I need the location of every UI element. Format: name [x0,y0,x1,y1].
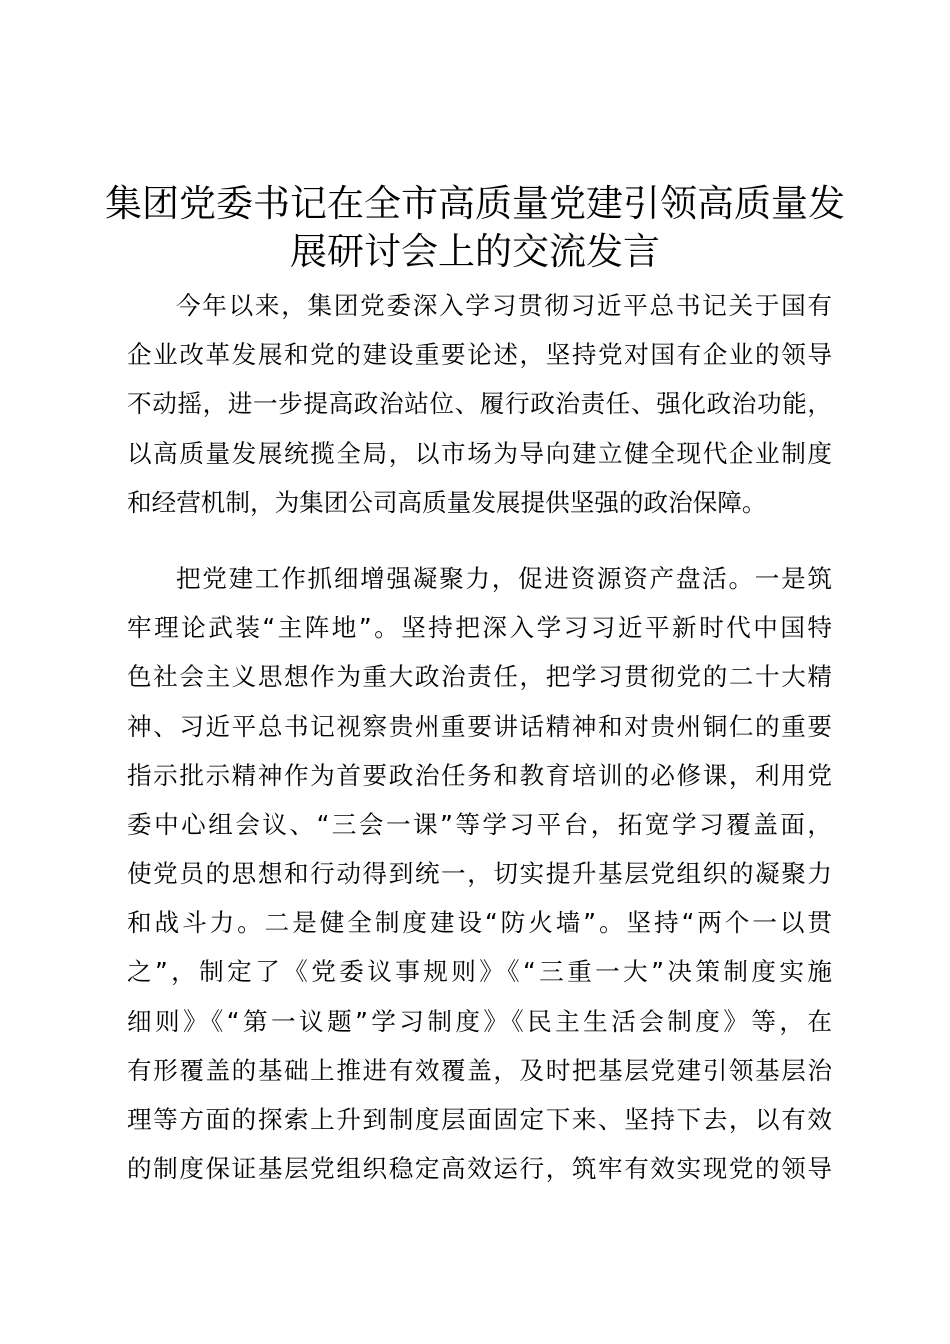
paragraph-line: 企业改革发展和党的建设重要论述，坚持党对国有企业的领导 [127,340,832,370]
paragraph-line: 和经营机制，为集团公司高质量发展提供坚强的政治保障。 [127,487,767,517]
paragraph-line: 牢理论武装“主阵地”。坚持把深入学习习近平新时代中国特 [127,613,832,643]
document-body [127,281,832,1193]
paragraph-line: 神、习近平总书记视察贵州重要讲话精神和对贵州铜仁的重要 [127,711,832,741]
paragraph-line: 的制度保证基层党组织稳定高效运行，筑牢有效实现党的领导 [127,1154,832,1184]
paragraph-line: 和战斗力。二是健全制度建设“防火墙”。坚持“两个一以贯 [127,908,832,938]
paragraph-line: 理等方面的探索上升到制度层面固定下来、坚持下去，以有效 [127,1105,832,1134]
title-line-1: 集团党委书记在全市高质量党建引领高质量发 [105,182,845,225]
paragraph-line: 指示批示精神作为首要政治任务和教育培训的必修课，利用党 [127,760,832,790]
paragraph-gap [127,527,832,554]
paragraph-line: 有形覆盖的基础上推进有效覆盖，及时把基层党建引领基层治 [127,1055,832,1085]
title-line-2: 展研讨会上的交流发言 [290,230,660,273]
paragraph-line: 把党建工作抓细增强凝聚力，促进资源资产盘活。一是筑 [176,563,832,593]
paragraph-line: 以高质量发展统揽全局，以市场为导向建立健全现代企业制度 [127,438,832,468]
paragraph-line: 今年以来，集团党委深入学习贯彻习近平总书记关于国有 [176,291,832,320]
paragraph-line: 细则》《“第一议题”学习制度》《民主生活会制度》等，在 [127,1006,832,1036]
paragraph-line: 委中心组会议、“三会一课”等学习平台，拓宽学习覆盖面， [127,809,832,839]
document-title [100,180,850,276]
paragraph-line: 不动摇，进一步提高政治站位、履行政治责任、强化政治功能， [127,389,832,419]
paragraph-2 [127,554,832,1193]
paragraph-line: 色社会主义思想作为重大政治责任，把学习贯彻党的二十大精 [127,662,832,692]
paragraph-1 [127,281,832,527]
paragraph-line: 使党员的思想和行动得到统一，切实提升基层党组织的凝聚力 [127,859,832,889]
paragraph-line: 之”，制定了《党委议事规则》《“三重一大”决策制度实施 [127,957,832,987]
